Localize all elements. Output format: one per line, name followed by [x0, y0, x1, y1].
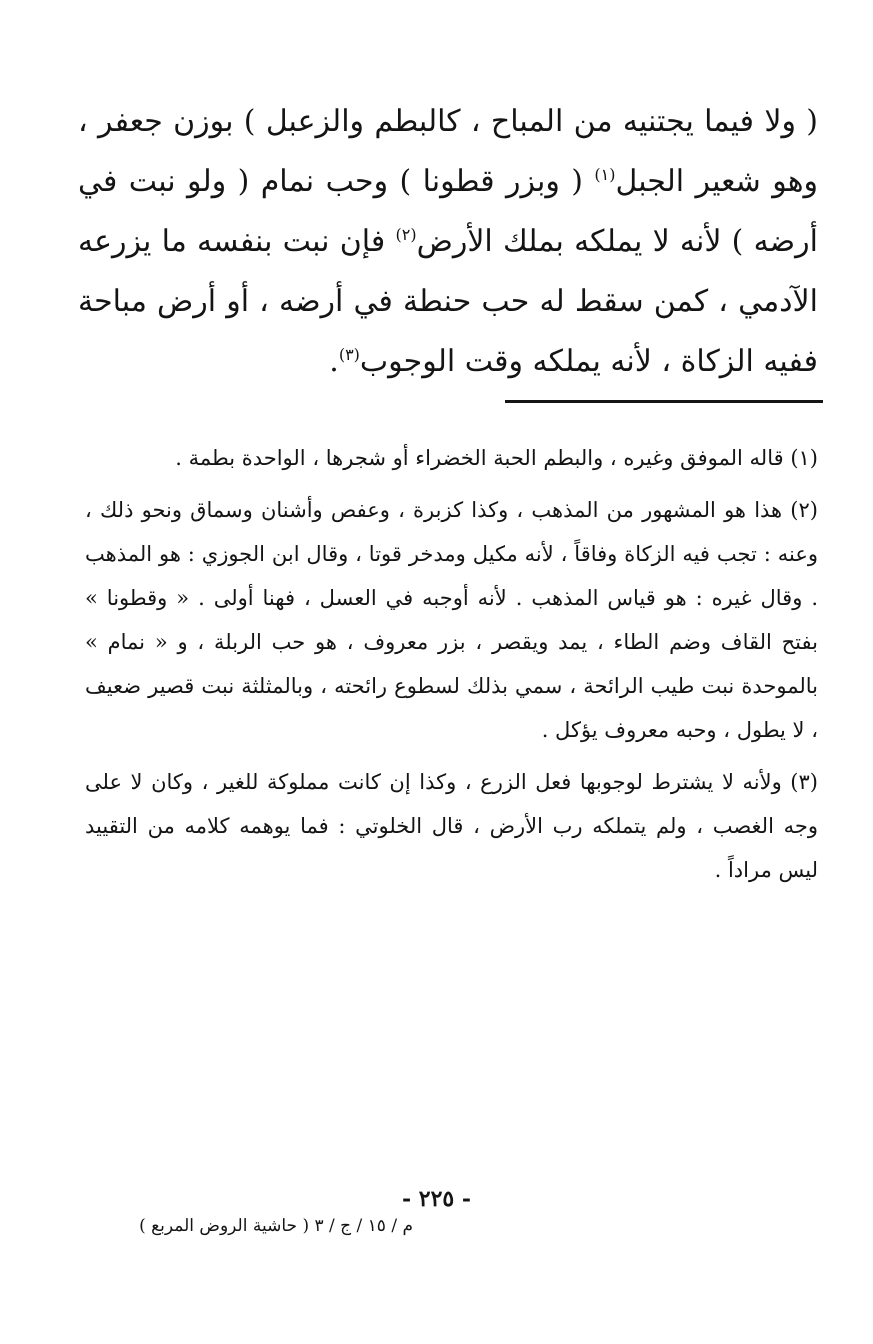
footnotes-section [85, 436, 818, 900]
main-line-1: ( ولا فيما يجتنيه من المباح ، كالبطم والزعبل ) بوزن جعفر ، [78, 104, 818, 139]
page-number: - ٢٢٥ - [401, 1186, 472, 1212]
main-line-end: . [329, 344, 339, 379]
footnote-mark-2: (٢) [395, 225, 417, 244]
footnote-separator [505, 400, 823, 403]
main-line-2: وهو شعير الجبل [615, 164, 818, 199]
footnote-3: (٣) ولأنه لا يشترط لوجوبها فعل الزرع ، وكذا إن كانت مملوكة للغير ، وكان لا على وجه الغصب ، ولم يتملكه رب الأرض ، قال الخلوتي : فما يوهمه كلامه من التقييد ليس مراداً . [85, 770, 818, 882]
main-line-3: ( وبزر قطونا ) وحب نمام ( ولو نبت في [78, 164, 583, 199]
main-text [78, 92, 818, 392]
main-paragraph [78, 92, 818, 392]
main-line-4: أرضه ) لأنه لا يملكه بملك الأرض [416, 224, 818, 259]
printer-signature: م / ١٥ / ج / ٣ ( حاشية الروض المربع ) [139, 1216, 413, 1236]
main-line-5: فإن نبت بنفسه ما [161, 224, 386, 259]
main-line-7: مباحة ففيه الزكاة ، لأنه يملكه وقت الوجوب [78, 284, 818, 379]
footnote-mark-1: (١) [594, 165, 616, 184]
footnote-mark-3: (٣) [338, 345, 360, 364]
main-line-6: يزرعه الآدمي ، كمن سقط له حب حنطة في أرضه ، أو أرض [78, 224, 818, 319]
footnote-2: (٢) هذا هو المشهور من المذهب ، وكذا كزبرة ، وعفص وأشنان وسماق ونحو ذلك ، وعنه : تجب فيه الزكاة وفاقاً ، لأنه مكيل ومدخر قوتا ، وقال ابن الجوزي : هو المذهب . وقال غيره : هو قياس المذهب . لأنه أوجبه في العسل ، فهنا أولى . « وقطونا » بفتح القاف وضم الطاء ، يمد ويقصر ، بزر معروف ، هو حب الربلة ، و « نمام » بالموحدة نبت طيب الرائحة ، سمي بذلك لسطوع رائحته ، وبالمثلثة نبت قصير ضعيف ، لا يطول ، وحبه معروف يؤكل . [85, 498, 818, 742]
footnote-1: (١) قاله الموفق وغيره ، والبطم الحبة الخضراء أو شجرها ، الواحدة بطمة . [175, 446, 818, 470]
